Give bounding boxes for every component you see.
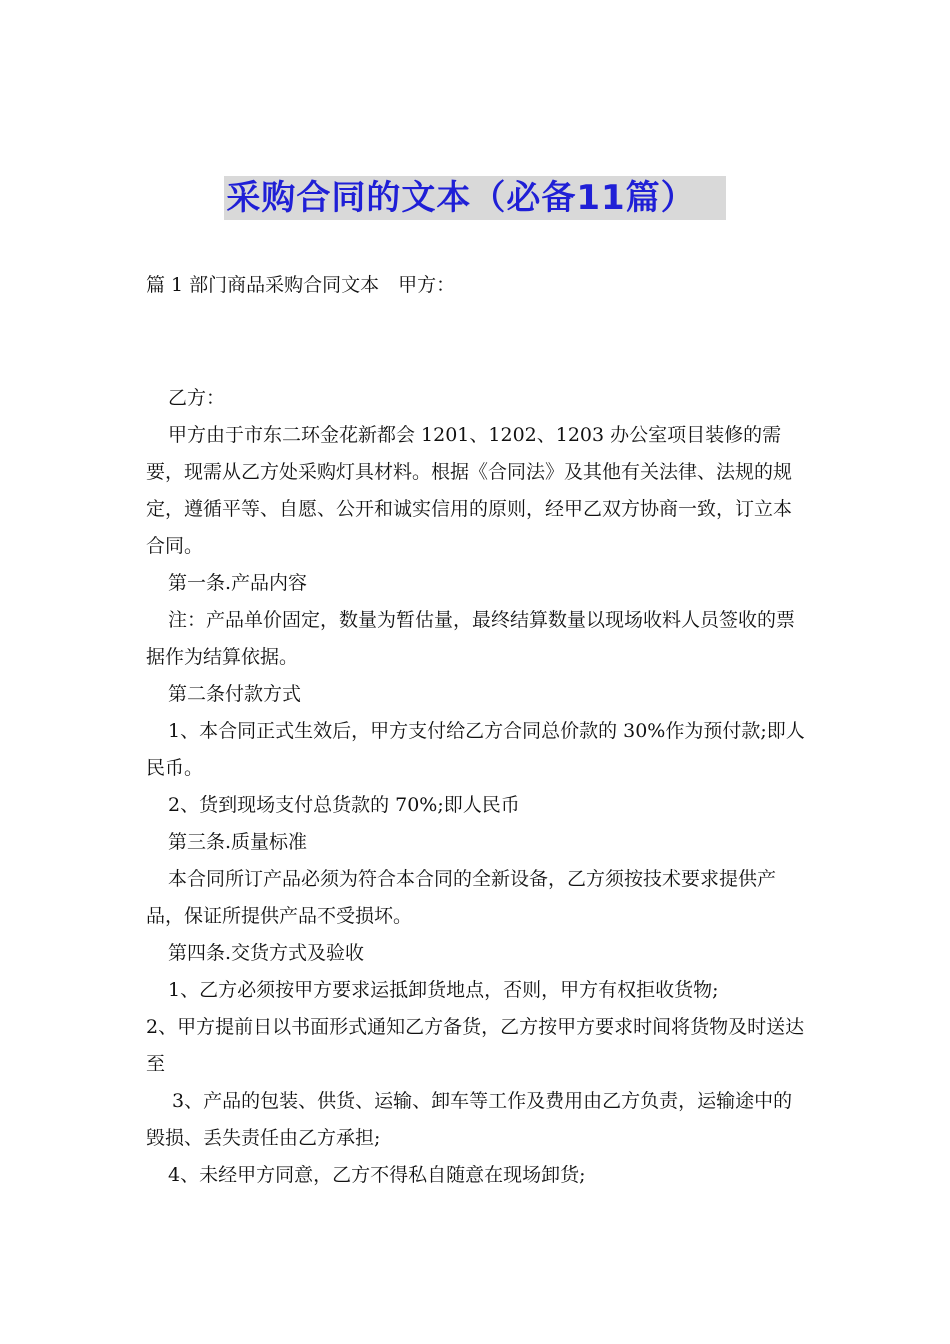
document-title: 采购合同的文本（必备11篇）: [224, 176, 725, 220]
section-heading: 篇 1 部门商品采购合同文本 甲方：: [146, 274, 456, 296]
title-wrap: [0, 176, 950, 220]
contract-body: [146, 380, 810, 1194]
article-4-item-2: 2、甲方提前日以书面形式通知乙方备货，乙方按甲方要求时间将货物及时送达至: [146, 1016, 805, 1075]
article-1-note: 注：产品单价固定，数量为暂估量，最终结算数量以现场收料人员签收的票据作为结算依据。: [146, 609, 796, 668]
article-4-item-3: 3、产品的包装、供货、运输、卸车等工作及费用由乙方负责，运输途中的毁损、丢失责任由乙方承担;: [146, 1090, 793, 1149]
preamble-paragraph: 甲方由于市东二环金花新都会 1201、1202、1203 办公室项目装修的需要，现需从乙方处采购灯具材料。根据《合同法》及其他有关法律、法规的规定，遵循平等、自愿、公开和诚实信用的原则，经甲乙双方协商一致，订立本合同。: [146, 424, 793, 557]
article-4-item-4: 4、未经甲方同意，乙方不得私自随意在现场卸货;: [168, 1164, 586, 1186]
article-3-text: 本合同所订产品必须为符合本合同的全新设备，乙方须按技术要求提供产品，保证所提供产品不受损坏。: [146, 868, 777, 927]
article-4-heading: 第四条.交货方式及验收: [168, 942, 365, 964]
article-1-heading: 第一条.产品内容: [168, 572, 308, 594]
article-2-item-1: 1、本合同正式生效后，甲方支付给乙方合同总价款的 30%作为预付款;即人民币。: [146, 720, 805, 779]
article-2-heading: 第二条付款方式: [168, 683, 302, 705]
article-3-heading: 第三条.质量标准: [168, 831, 308, 853]
article-2-item-2: 2、货到现场支付总货款的 70%;即人民币: [168, 794, 520, 816]
party-b-label: 乙方：: [168, 387, 226, 409]
article-4-item-1: 1、乙方必须按甲方要求运抵卸货地点，否则，甲方有权拒收货物;: [168, 979, 719, 1001]
